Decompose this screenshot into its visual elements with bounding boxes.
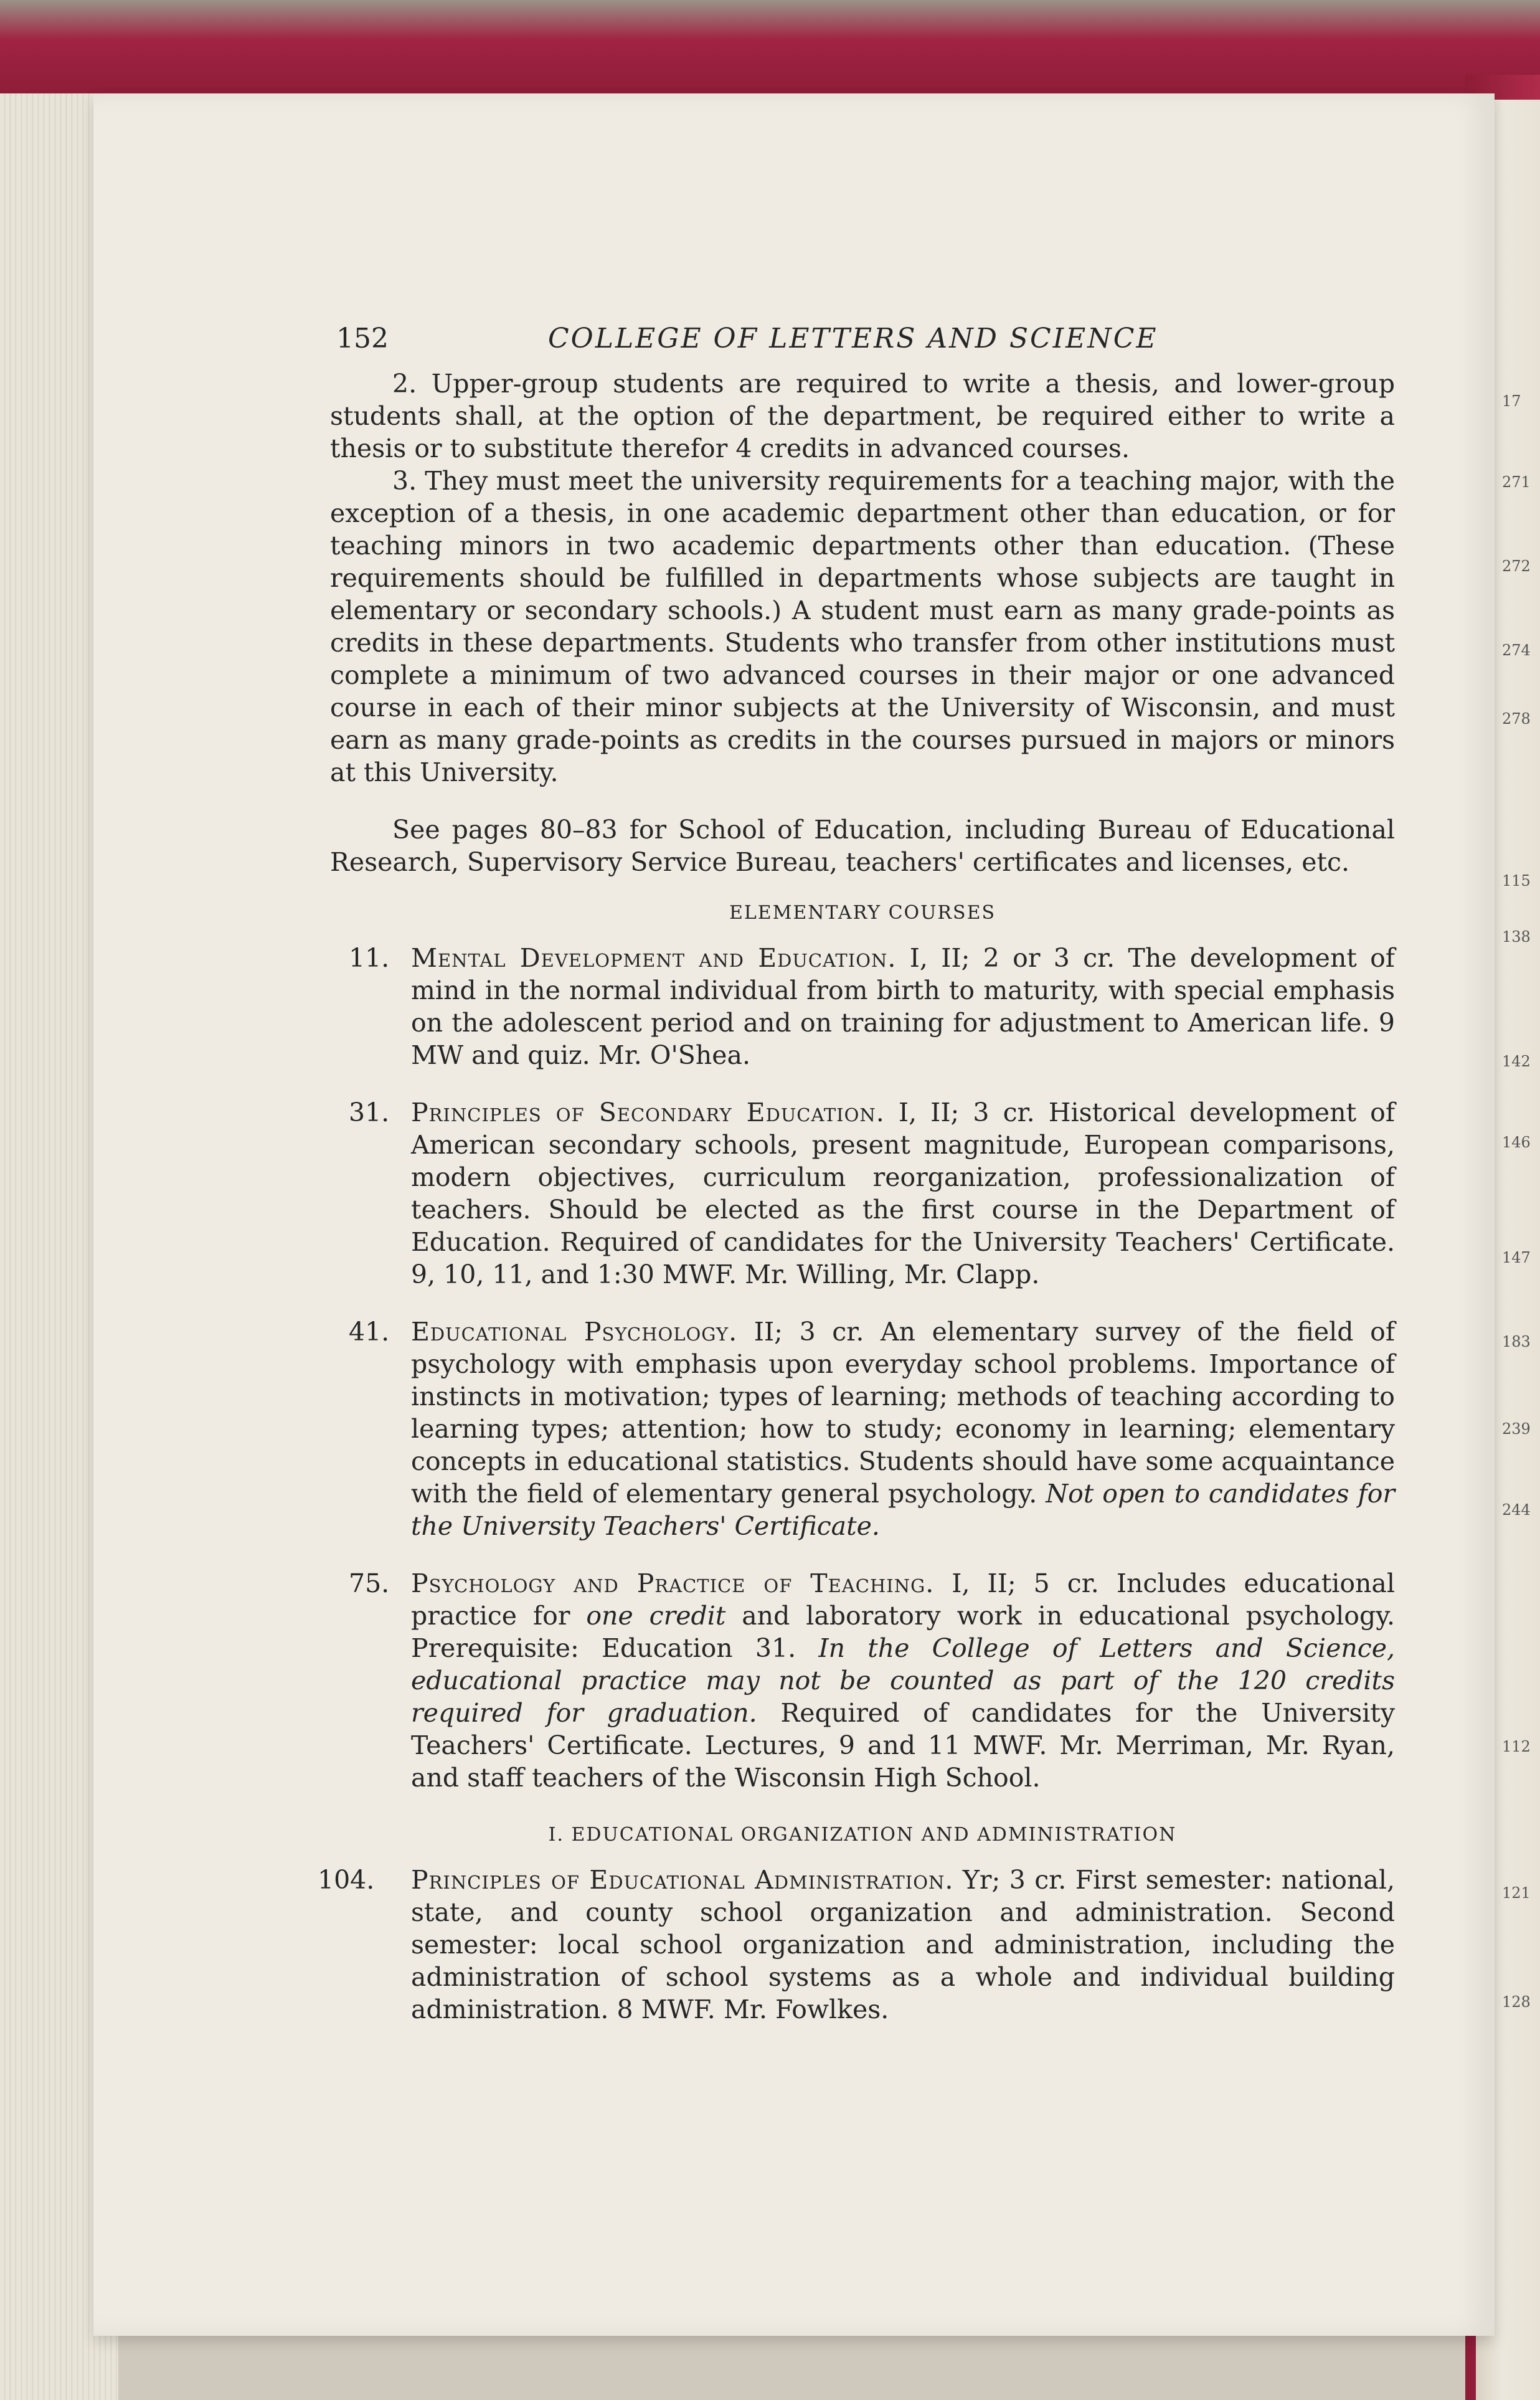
paragraph-thesis: 2. Upper-group students are required to write a thesis, and lower-group students shall, at the option of the department, be required either to write a thesis or to substitute therefor 4 credits in advanced courses. (330, 369, 1395, 463)
course-title: Principles of Secondary Education. (411, 1098, 885, 1127)
section-heading-administration: I. EDUCATIONAL ORGANIZATION AND ADMINISTRATION (548, 1824, 1177, 1846)
edge-number: 142 (1502, 1053, 1531, 1070)
edge-number: 272 (1502, 557, 1531, 575)
edge-number: 121 (1502, 1884, 1531, 1902)
course-body: Required of candidates for the University Teachers' Certificate. Lectures, 9 and 11 MWF. Mr. Merriman, Mr. Ryan, and staff teachers of the Wisconsin High School. (411, 1698, 1395, 1793)
course-entry (330, 942, 1395, 1071)
edge-number: 138 (1502, 928, 1531, 946)
course-entry (330, 1096, 1395, 1291)
edge-number: 115 (1502, 872, 1531, 889)
course-body: I, II; 3 cr. Historical development of American secondary schools, present magnitude, European comparisons, modern objectives, curriculum reorganization, professionalization of teachers. Should be elected as the first course in the Department of Education. Required of candidates for the University Teachers' Certificate. 9, 10, 11, and 1:30 MWF. Mr. Willing, Mr. Clapp. (411, 1098, 1395, 1289)
edge-number: 244 (1502, 1501, 1531, 1519)
edge-number: 112 (1502, 1738, 1531, 1755)
edge-number: 274 (1502, 642, 1531, 659)
running-header (330, 311, 1395, 368)
paragraph-requirements: 3. They must meet the university requirements for a teaching major, with the exception of a thesis, in one academic department other than education, or for teaching minors in two academic departments other than education. (These requirements should be fulfilled in departments whose subjects are taught in elementary or secondary schools.) A student must earn as many grade-points as credits in these departments. Students who transfer from other institutions must complete a minimum of two advanced courses in their major or one advanced course in each of their minor subjects at the University of Wisconsin, and must earn as many grade-points as credits in the courses pursued in majors or minors at this University. (330, 466, 1395, 787)
edge-number: 146 (1502, 1134, 1531, 1151)
course-title: Mental Development and Education. (411, 943, 897, 973)
course-number: 11. (349, 943, 390, 973)
course-entry (330, 1316, 1395, 1542)
edge-number: 128 (1502, 1993, 1531, 2011)
section-heading-elementary: ELEMENTARY COURSES (729, 902, 996, 924)
edge-number: 183 (1502, 1333, 1531, 1350)
course-body: Yr; 3 cr. First semester: national, state, and county school organization and administration. Second semester: local school organization and administration, including the administration of school systems as a whole and individual building administration. 8 MWF. Mr. Fowlkes. (411, 1865, 1395, 2024)
course-note: In the College of Letters and Science, educational practice may not be counted as part of the 120 credits required for graduation. (411, 1633, 1396, 1728)
course-entry (318, 1864, 1395, 2026)
page-text (318, 311, 1396, 2051)
course-note: Not open to candidates for the University Teachers' Certificate. (411, 1479, 1395, 1541)
edge-number: 271 (1502, 473, 1531, 491)
course-note: one credit (586, 1601, 726, 1631)
course-body: II; 3 cr. An elementary survey of the field of psychology with emphasis upon everyday school problems. Importance of instincts in motivation; types of learning; methods of teaching according to learning types; attention; how to study; economy in learning; elementary concepts in educational statistics. Students should have some acquaintance with the field of elementary general psychology. (411, 1317, 1395, 1509)
course-entry (330, 1567, 1395, 1794)
course-title: Educational Psychology. (411, 1317, 738, 1347)
edge-number: 147 (1502, 1249, 1531, 1266)
page-title: COLLEGE OF LETTERS AND SCIENCE (548, 323, 1158, 354)
course-title: Psychology and Practice of Teaching. (411, 1568, 935, 1598)
page-number: 152 (336, 323, 389, 354)
course-title: Principles of Educational Administration. (411, 1865, 954, 1895)
course-body: I, II; 2 or 3 cr. The development of mind in the normal individual from birth to maturity, with special emphasis on the adolescent period and on training for adjustment to American life. 9 MW and quiz. Mr. O'Shea. (411, 943, 1395, 1070)
edge-number: 239 (1502, 1420, 1531, 1438)
course-number: 41. (349, 1317, 390, 1347)
paragraph-see-pages: See pages 80–83 for School of Education, including Bureau of Educational Research, Supervisory Service Bureau, teachers' certificates and licenses, etc. (330, 815, 1395, 877)
edge-number: 17 (1502, 392, 1521, 410)
course-number: 104. (318, 1865, 375, 1895)
book-cover-top (0, 0, 1540, 100)
course-body: and laboratory work in educational psychology. Prerequisite: Education 31. (411, 1601, 1395, 1663)
course-number: 31. (349, 1098, 390, 1127)
edge-number: 278 (1502, 710, 1531, 728)
course-body: I, II; 5 cr. Includes educational practice for (411, 1568, 1395, 1631)
course-number: 75. (349, 1568, 390, 1598)
